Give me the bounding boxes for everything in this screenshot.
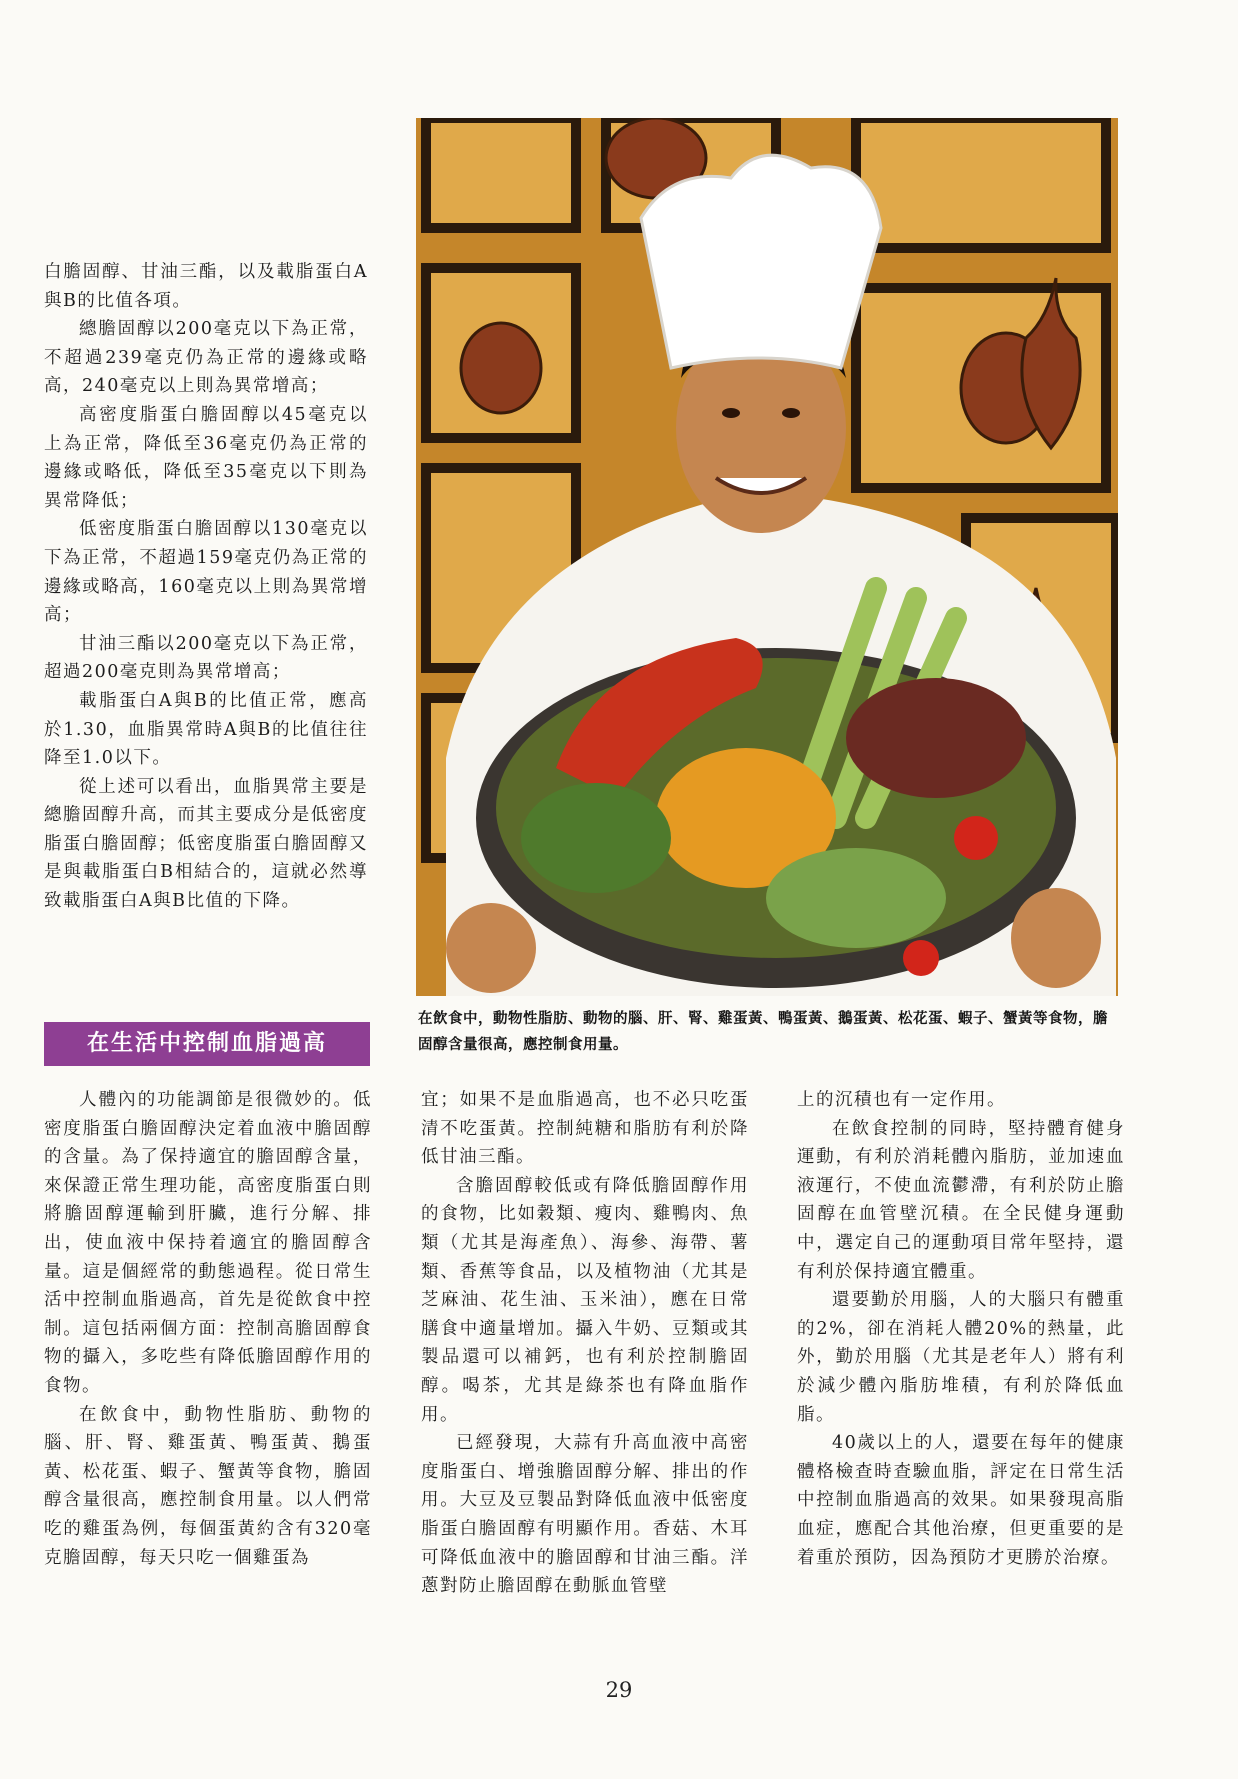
photo-caption: 在飲食中，動物性脂肪、動物的腦、肝、腎、雞蛋黃、鴨蛋黃、鵝蛋黃、松花蛋、蝦子、蟹黃等食物，膽固醇含量很高，應控制食用量。 <box>418 1011 1108 1053</box>
paragraph: 白膽固醇、甘油三酯，以及載脂蛋白A與B的比值各項。 <box>44 262 368 311</box>
paragraph: 宜；如果不是血脂過高，也不必只吃蛋清不吃蛋黃。控制純糖和脂肪有利於降低甘油三酯。 <box>421 1090 749 1168</box>
paragraph: 低密度脂蛋白膽固醇以130毫克以下為正常，不超過159毫克仍為正常的邊緣或略高，160毫克以上則為異常增高； <box>44 519 368 626</box>
page-number: 29 <box>605 1678 633 1702</box>
paragraph: 還要勤於用腦，人的大腦只有體重的2%，卻在消耗人體20%的熱量，此外，勤於用腦（尤其是老年人）將有利於減少體內脂肪堆積，有利於降低血脂。 <box>797 1290 1125 1425</box>
paragraph: 含膽固醇較低或有降低膽固醇作用的食物，比如穀類、瘦肉、雞鴨肉、魚類（尤其是海產魚）、海參、海帶、薯類、香蕉等食品，以及植物油（尤其是芝麻油、花生油、玉米油），應在日常膳食中適量增加。攝入牛奶、豆類或其製品還可以補鈣，也有利於控制膽固醇。喝茶，尤其是綠茶也有降血脂作用。 <box>421 1175 749 1425</box>
chef-photo <box>416 118 1118 996</box>
paragraph: 從上述可以看出，血脂異常主要是總膽固醇升高，而其主要成分是低密度脂蛋白膽固醇；低密度脂蛋白膽固醇又是與載脂蛋白B相結合的，這就必然導致載脂蛋白A與B比值的下降。 <box>44 776 368 912</box>
paragraph: 載脂蛋白A與B的比值正常，應高於1.30，血脂異常時A與B的比值往往降至1.0以下。 <box>44 690 368 769</box>
paragraph: 40歲以上的人，還要在每年的健康體格檢查時查驗血脂，評定在日常生活中控制血脂過高的效果。如果發現高脂血症，應配合其他治療，但更重要的是着重於預防，因為預防才更勝於治療。 <box>797 1433 1125 1568</box>
paragraph: 高密度脂蛋白膽固醇以45毫克以上為正常，降低至36毫克仍為正常的邊緣或略低，降低至35毫克以下則為異常降低； <box>44 404 368 511</box>
paragraph: 甘油三酯以200毫克以下為正常，超過200毫克則為異常增高； <box>44 633 368 683</box>
section-heading: 在生活中控制血脂過高 <box>44 1022 370 1066</box>
text-column-1 <box>44 1086 372 1572</box>
text-column-2 <box>421 1086 749 1601</box>
text-column-3 <box>797 1086 1125 1572</box>
paragraph: 在飲食控制的同時，堅持體育健身運動，有利於消耗體內脂肪，並加速血液運行，不使血流鬱滯，有利於防止膽固醇在血管壁沉積。在全民健身運動中，選定自己的運動項目常年堅持，還有利於保持適宜體重。 <box>797 1118 1125 1282</box>
paragraph: 上的沉積也有一定作用。 <box>797 1090 1006 1110</box>
text-column-left-top <box>44 258 368 916</box>
paragraph: 人體內的功能調節是很微妙的。低密度脂蛋白膽固醇決定着血液中膽固醇的含量。為了保持適宜的膽固醇含量，來保證正常生理功能，高密度脂蛋白則將膽固醇運輸到肝臟，進行分解、排出，使血液中保持着適宜的膽固醇含量。這是個經常的動態過程。從日常生活中控制血脂過高，首先是從飲食中控制。這包括兩個方面：控制高膽固醇食物的攝入，多吃些有降低膽固醇作用的食物。 <box>44 1090 372 1396</box>
paragraph: 已經發現，大蒜有升高血液中高密度脂蛋白、增強膽固醇分解、排出的作用。大豆及豆製品對降低血液中低密度脂蛋白膽固醇有明顯作用。香菇、木耳可降低血液中的膽固醇和甘油三酯。洋蔥對防止膽固醇在動脈血管壁 <box>421 1433 749 1597</box>
paragraph: 在飲食中，動物性脂肪、動物的腦、肝、腎、雞蛋黃、鴨蛋黃、鵝蛋黃、松花蛋、蝦子、蟹黃等食物，膽固醇含量很高，應控制食用量。以人們常吃的雞蛋為例，每個蛋黃約含有320毫克膽固醇，每天只吃一個雞蛋為 <box>44 1404 372 1568</box>
paragraph: 總膽固醇以200毫克以下為正常，不超過239毫克仍為正常的邊緣或略高，240毫克以上則為異常增高； <box>44 319 368 397</box>
